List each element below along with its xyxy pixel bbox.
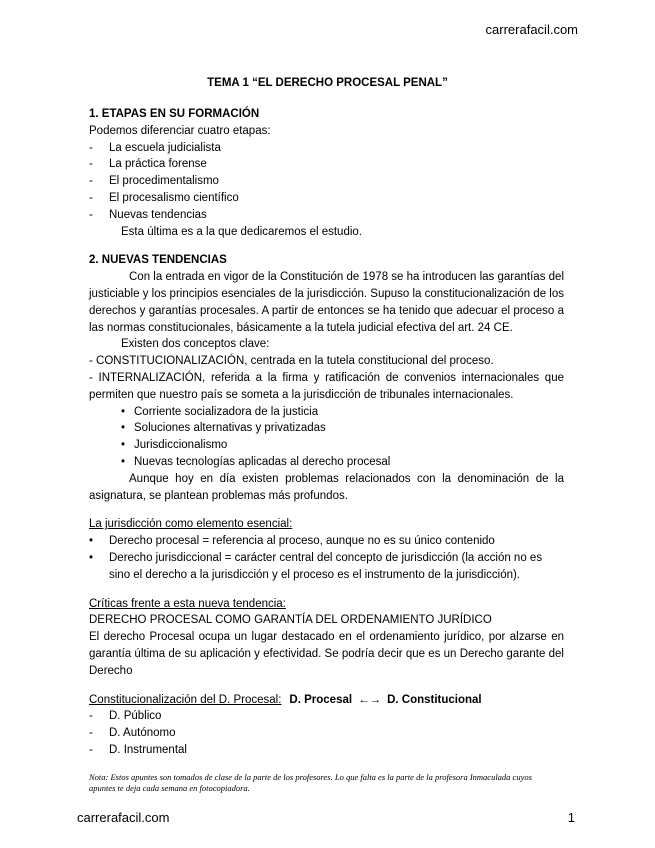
criticas-paragraph: El derecho Procesal ocupa un lugar destacado en el ordenamiento jurídico, por alzarse en garantía última de su aplicación y efectividad. Se podría decir que es un Derecho garante del Derecho	[89, 631, 564, 677]
spacer	[89, 240, 564, 252]
criticas-subheading: DERECHO PROCESAL COMO GARANTÍA DEL ORDENAMIENTO JURÍDICO	[89, 614, 492, 627]
constitucionalizacion-heading: Constitucionalización del D. Procesal:	[89, 693, 282, 706]
list-item: • Jurisdiccionalismo	[121, 437, 564, 454]
constitucionalizacion-row	[89, 692, 564, 709]
list-item: • Derecho procesal = referencia al proceso, aunque no es su único contenido	[89, 533, 564, 550]
list-item: - El procesalismo científico	[89, 190, 564, 207]
section2-paragraph1: Con la entrada en vigor de la Constitución de 1978 se ha introducen las garantías del justiciable y los principios esenciales de la jurisdicción. Supuso la constitucionalización de los derechos y garantías procesales. A partir de entonces se ha tenido que adecuar el proceso a las normas constitucionales, básicamente a la tutela judicial efectiva del art. 24 CE.	[89, 271, 564, 334]
list-item: - El procedimentalismo	[89, 173, 564, 190]
constitucional-label: D. Constitucional	[387, 693, 482, 706]
concept-internalizacion: - INTERNALIZACIÓN, referida a la firma y ratificación de convenios internacionales que permiten que nuestro país se someta a la jurisdicción de tribunales internacionales.	[89, 371, 564, 401]
list-item: • Soluciones alternativas y privatizadas	[121, 420, 564, 437]
list-item: - La práctica forense	[89, 156, 564, 173]
list-item: • Nuevas tecnologías aplicadas al derecho procesal	[121, 454, 564, 471]
procesal-label: D. Procesal	[289, 693, 353, 706]
spacer	[89, 504, 564, 516]
section1-closing: Esta última es a la que dedicaremos el estudio.	[121, 225, 362, 238]
document-body	[89, 106, 564, 759]
document-title: TEMA 1 “EL DERECHO PROCESAL PENAL”	[207, 77, 448, 89]
footnote: Nota: Estos apuntes son tomados de clase de la parte de los profesores. Lo que falta es la parte de la profesora Inmaculada cuyos apuntes te deja cada semana en fotocopiadora.	[89, 772, 532, 793]
double-arrow-icon: ←→	[358, 693, 382, 706]
jurisdiccion-heading: La jurisdicción como elemento esencial:	[89, 518, 293, 531]
footer-site: carrerafacil.com	[77, 810, 170, 825]
stages-list	[89, 140, 564, 224]
concept-constitucionalizacion: - CONSTITUCIONALIZACIÓN, centrada en la tutela constitucional del proceso.	[89, 355, 494, 368]
jurisdiccion-list	[89, 533, 564, 583]
spacer	[89, 584, 564, 596]
list-item: • Corriente socializadora de la justicia	[121, 404, 564, 421]
trends-list	[89, 404, 564, 471]
criticas-heading: Críticas frente a esta nueva tendencia:	[89, 597, 286, 610]
spacer	[89, 680, 564, 692]
header-site: carrerafacil.com	[485, 22, 578, 37]
list-item: - Nuevas tendencias	[89, 207, 564, 224]
section2-paragraph2: Aunque hoy en día existen problemas relacionados con la denominación de la asignatura, se plantean problemas más profundos.	[89, 472, 564, 502]
section1-intro: Podemos diferenciar cuatro etapas:	[89, 124, 271, 137]
list-item: - D. Instrumental	[89, 742, 564, 759]
list-item: • Derecho jurisdiccional = carácter central del concepto de jurisdicción (la acción no es sino el derecho a la jurisdicción y el proceso es el instrumento de la jurisdicción).	[89, 550, 564, 584]
section2-heading: 2. NUEVAS TENDENCIAS	[89, 254, 227, 267]
list-item: - D. Público	[89, 708, 564, 725]
concepts-intro: Existen dos conceptos clave:	[121, 338, 270, 351]
constitucionalizacion-list	[89, 708, 564, 758]
list-item: - D. Autónomo	[89, 725, 564, 742]
section1-heading: 1. ETAPAS EN SU FORMACIÓN	[89, 108, 260, 120]
list-item: - La escuela judicialista	[89, 140, 564, 157]
page-number: 1	[567, 810, 575, 825]
